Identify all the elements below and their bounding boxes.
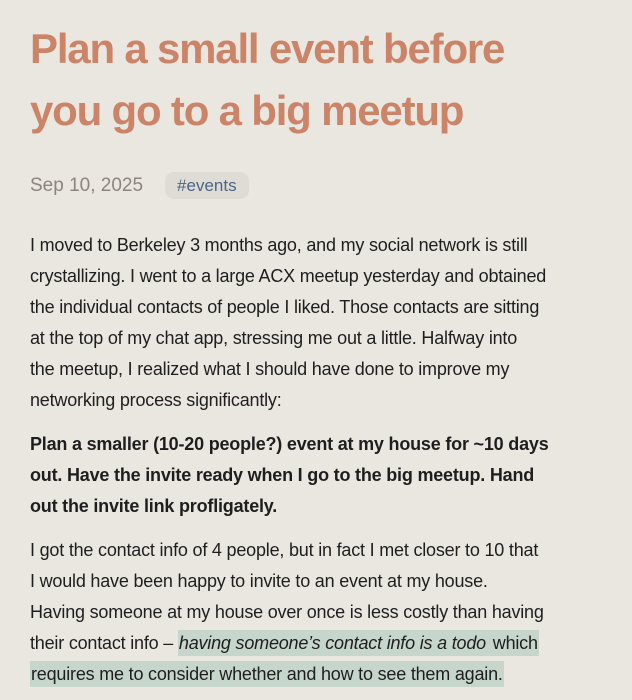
text-segment: I moved to Berkeley 3 months ago, and my social network is still bbox=[30, 235, 528, 255]
highlighted-text: requires me to consider whether and how to see them again. bbox=[30, 661, 504, 687]
text-segment: I got the contact info of 4 people, but in fact I met closer to 10 that bbox=[30, 540, 539, 560]
text-segment: crystallizing. I went to a large ACX meetup yesterday and obtained bbox=[30, 266, 547, 286]
post-title bbox=[30, 18, 602, 142]
post-title-line: you go to a big meetup bbox=[30, 87, 464, 134]
highlighted-text: having someone’s contact info is a todo bbox=[178, 630, 487, 656]
text-segment: out. Have the invite ready when I go to the big meetup. Hand bbox=[30, 465, 535, 485]
text-segment: Having someone at my house over once is less costly than having bbox=[30, 602, 544, 622]
post-date: Sep 10, 2025 bbox=[30, 175, 144, 196]
text-segment: their contact info – bbox=[30, 633, 178, 653]
post-body bbox=[30, 230, 602, 690]
post-title-line: Plan a small event before bbox=[30, 25, 505, 72]
highlighted-text: which bbox=[487, 630, 539, 656]
text-segment: at the top of my chat app, stressing me out a little. Halfway into bbox=[30, 328, 518, 348]
paragraph bbox=[30, 535, 602, 690]
text-segment: out the invite link profligately. bbox=[30, 496, 278, 516]
paragraph-bold bbox=[30, 429, 602, 522]
post-meta bbox=[30, 172, 602, 199]
text-segment: I would have been happy to invite to an event at my house. bbox=[30, 571, 488, 591]
text-segment: the meetup, I realized what I should have done to improve my bbox=[30, 359, 510, 379]
text-segment: the individual contacts of people I liked. Those contacts are sitting bbox=[30, 297, 540, 317]
text-segment: Plan a smaller (10-20 people?) event at my house for ~10 days bbox=[30, 434, 549, 454]
paragraph bbox=[30, 230, 602, 416]
text-segment: networking process significantly: bbox=[30, 390, 282, 410]
tag-events[interactable]: #events bbox=[165, 172, 249, 199]
